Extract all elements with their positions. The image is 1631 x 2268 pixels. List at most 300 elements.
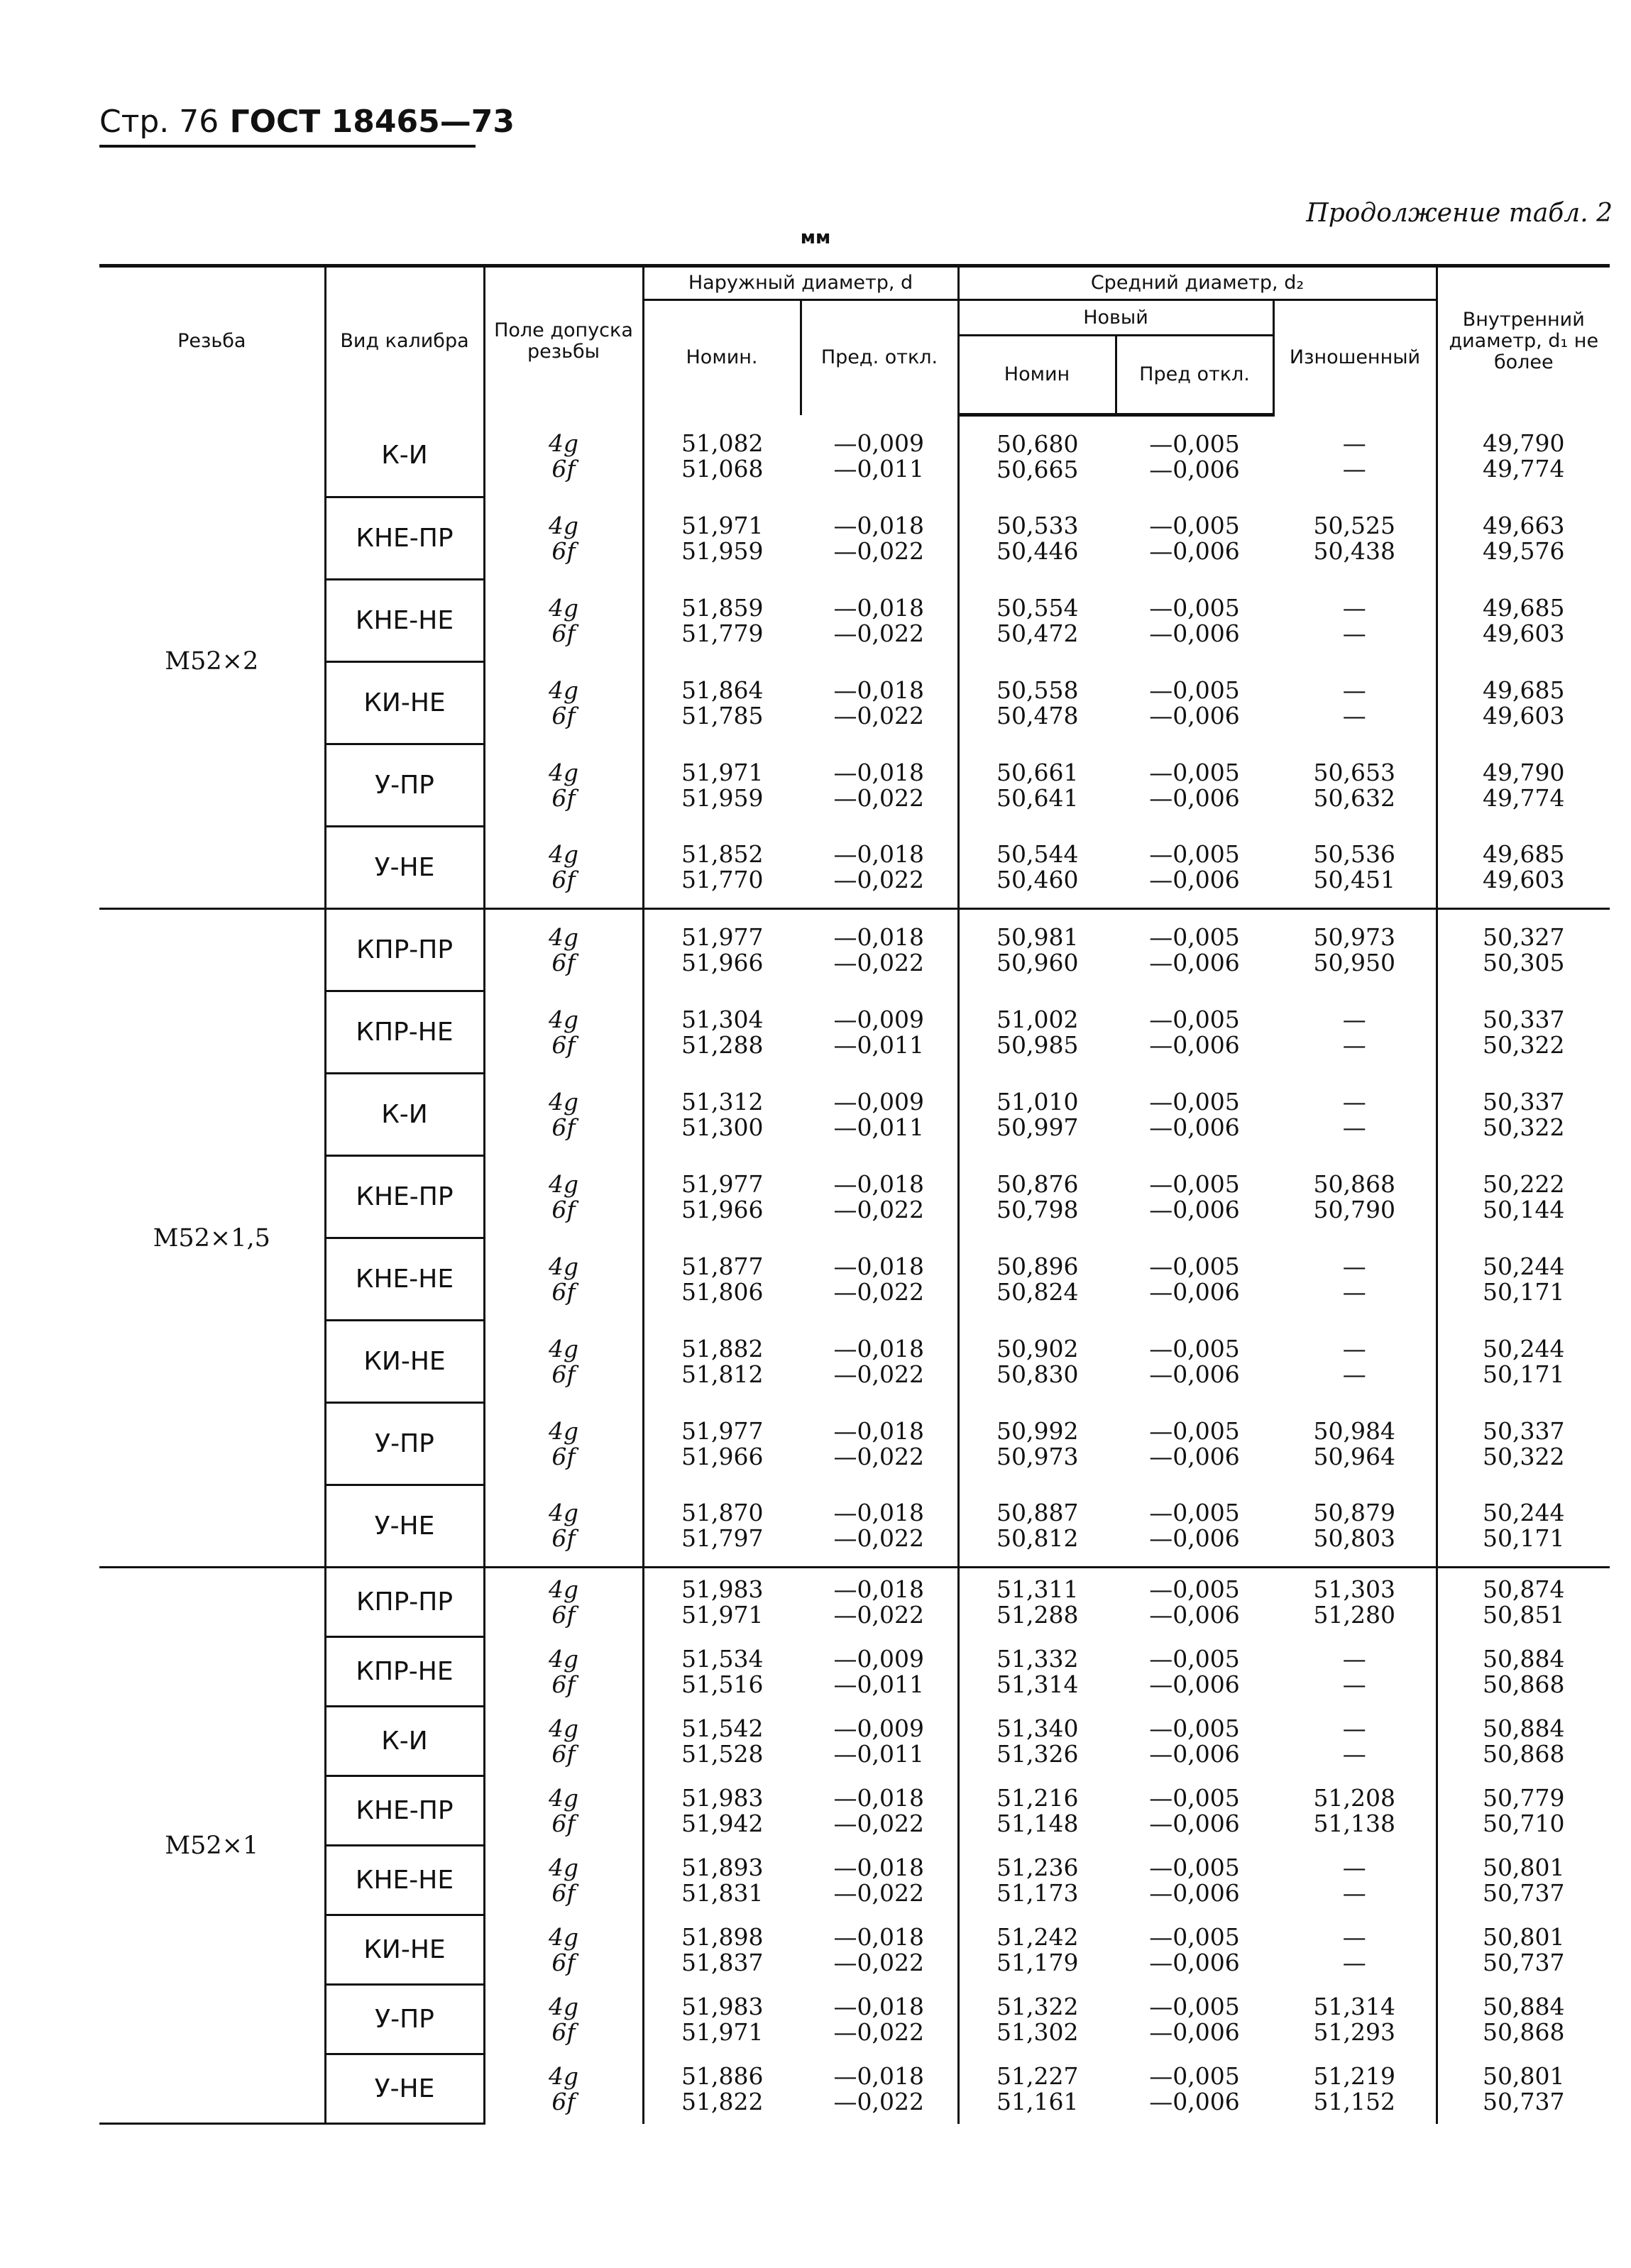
outer-dev-cell xyxy=(801,1485,958,1568)
outer-dev-cell-line: —0,022 xyxy=(833,536,924,565)
table-row xyxy=(99,1156,1610,1238)
worn-cell-line: — xyxy=(1342,1334,1366,1363)
pitch-dev-cell-line: —0,006 xyxy=(1149,1670,1240,1698)
outer-dev-cell-line: —0,018 xyxy=(833,1416,924,1445)
table-row xyxy=(99,1568,1610,1637)
inner-cell xyxy=(1437,580,1610,662)
table-row xyxy=(99,1637,1610,1707)
tolerance-cell-line: 6f xyxy=(551,865,576,893)
pitch-nom-cell-line: 50,641 xyxy=(996,783,1079,812)
pitch-dev-cell-line: —0,006 xyxy=(1149,1524,1240,1552)
worn-cell xyxy=(1273,2054,1437,2124)
thread-label: М52×1,5 xyxy=(99,909,325,1568)
inner-cell-line: 50,171 xyxy=(1483,1360,1565,1388)
outer-nom-cell xyxy=(643,415,801,497)
unit-label: мм xyxy=(800,227,831,248)
tolerance-cell xyxy=(484,1403,643,1485)
outer-nom-cell-line: 51,770 xyxy=(681,865,764,893)
outer-nom-cell-line: 51,300 xyxy=(681,1113,764,1141)
pitch-dev-cell-line: —0,005 xyxy=(1149,1575,1240,1604)
table-row xyxy=(99,991,1610,1074)
outer-nom-cell-line: 51,528 xyxy=(681,1739,764,1768)
outer-nom-cell-line: 51,797 xyxy=(681,1524,764,1552)
inner-cell xyxy=(1437,1074,1610,1156)
outer-nom-cell-line: 51,534 xyxy=(681,1644,764,1673)
table-row xyxy=(99,1707,1610,1776)
outer-nom-cell-line: 51,312 xyxy=(681,1087,764,1116)
worn-cell-line: 51,219 xyxy=(1313,2061,1395,2090)
outer-dev-cell xyxy=(801,744,958,827)
pitch-dev-cell-line: —0,006 xyxy=(1149,1809,1240,1837)
pitch-nom-cell-line: 50,812 xyxy=(996,1524,1079,1552)
outer-dev-cell-line: —0,022 xyxy=(833,865,924,893)
outer-nom-cell-line: 51,288 xyxy=(681,1030,764,1059)
gauge-type-cell: КНЕ-НЕ xyxy=(325,580,484,662)
table-row xyxy=(99,1846,1610,1915)
pitch-nom-cell-line: 50,973 xyxy=(996,1442,1079,1470)
tolerance-cell-line: 4g xyxy=(548,1922,579,1951)
outer-nom-cell-line: 51,812 xyxy=(681,1360,764,1388)
outer-nom-cell xyxy=(643,1707,801,1776)
col-outer-nom: Номин. xyxy=(643,300,801,415)
outer-nom-cell-line: 51,822 xyxy=(681,2087,764,2115)
outer-dev-cell-line: —0,011 xyxy=(833,454,924,483)
tolerance-cell-line: 4g xyxy=(548,1005,579,1033)
outer-nom-cell-line: 51,082 xyxy=(681,429,764,457)
worn-cell-line: 50,451 xyxy=(1313,865,1395,893)
worn-cell-line: — xyxy=(1342,429,1366,457)
outer-nom-cell-line: 51,942 xyxy=(681,1809,764,1837)
col-worn: Изношенный xyxy=(1273,300,1437,415)
pitch-nom-cell xyxy=(958,1321,1116,1403)
pitch-nom-cell-line: 50,558 xyxy=(996,676,1079,704)
tolerance-cell-line: 4g xyxy=(548,593,579,622)
tolerance-cell xyxy=(484,1985,643,2054)
tolerance-cell-line: 6f xyxy=(551,1442,576,1470)
thread-gauge-table xyxy=(99,264,1610,2125)
tolerance-cell xyxy=(484,1238,643,1321)
tolerance-cell xyxy=(484,909,643,991)
outer-nom-cell xyxy=(643,1074,801,1156)
outer-nom-cell-line: 51,971 xyxy=(681,511,764,539)
outer-nom-cell xyxy=(643,497,801,580)
inner-cell-line: 50,244 xyxy=(1483,1252,1565,1280)
inner-cell-line: 50,322 xyxy=(1483,1442,1565,1470)
worn-cell-line: — xyxy=(1342,1277,1366,1306)
worn-cell-line: — xyxy=(1342,1714,1366,1742)
outer-dev-cell-line: —0,022 xyxy=(833,1277,924,1306)
outer-dev-cell-line: —0,022 xyxy=(833,783,924,812)
table-row xyxy=(99,1776,1610,1846)
pitch-nom-cell-line: 51,242 xyxy=(996,1922,1079,1951)
tolerance-cell xyxy=(484,1776,643,1846)
tolerance-cell-line: 4g xyxy=(548,1169,579,1198)
worn-cell xyxy=(1273,909,1437,991)
inner-cell xyxy=(1437,662,1610,744)
gauge-type-cell: КНЕ-ПР xyxy=(325,497,484,580)
worn-cell xyxy=(1273,580,1437,662)
pitch-nom-cell-line: 51,340 xyxy=(996,1714,1079,1742)
tolerance-cell-line: 6f xyxy=(551,1601,576,1629)
worn-cell xyxy=(1273,1074,1437,1156)
col-outer-diameter: Наружный диаметр, d xyxy=(643,266,958,300)
pitch-dev-cell-line: —0,005 xyxy=(1149,1783,1240,1812)
gauge-type-cell: КИ-НЕ xyxy=(325,1321,484,1403)
pitch-dev-cell xyxy=(1116,991,1273,1074)
outer-dev-cell xyxy=(801,415,958,497)
standard-number: ГОСТ 18465—73 xyxy=(229,104,515,140)
outer-nom-cell xyxy=(643,662,801,744)
tolerance-cell xyxy=(484,1707,643,1776)
worn-cell-line: 50,525 xyxy=(1313,511,1395,539)
inner-cell xyxy=(1437,1985,1610,2054)
pitch-dev-cell-line: —0,006 xyxy=(1149,1277,1240,1306)
tolerance-cell-line: 6f xyxy=(551,2017,576,2046)
pitch-nom-cell-line: 51,332 xyxy=(996,1644,1079,1673)
tolerance-cell-line: 6f xyxy=(551,1195,576,1223)
worn-cell-line: 51,293 xyxy=(1313,2017,1395,2046)
outer-nom-cell-line: 51,966 xyxy=(681,949,764,977)
outer-nom-cell-line: 51,977 xyxy=(681,1169,764,1198)
worn-cell-line: 50,632 xyxy=(1313,783,1395,812)
gauge-type-cell: У-ПР xyxy=(325,744,484,827)
pitch-nom-cell-line: 51,002 xyxy=(996,1005,1079,1033)
inner-cell-line: 50,884 xyxy=(1483,1714,1565,1742)
inner-cell-line: 50,322 xyxy=(1483,1113,1565,1141)
inner-cell xyxy=(1437,497,1610,580)
pitch-dev-cell xyxy=(1116,1637,1273,1707)
outer-nom-cell-line: 51,542 xyxy=(681,1714,764,1742)
outer-nom-cell-line: 51,971 xyxy=(681,758,764,786)
worn-cell xyxy=(1273,1403,1437,1485)
col-thread: Резьба xyxy=(99,266,325,415)
worn-cell-line: 50,653 xyxy=(1313,758,1395,786)
outer-dev-cell xyxy=(801,1707,958,1776)
outer-dev-cell-line: —0,022 xyxy=(833,1601,924,1629)
outer-dev-cell-line: —0,011 xyxy=(833,1113,924,1141)
tolerance-cell-line: 6f xyxy=(551,1739,576,1768)
worn-cell-line: 50,973 xyxy=(1313,923,1395,952)
pitch-nom-cell-line: 51,148 xyxy=(996,1809,1079,1837)
worn-cell-line: 50,964 xyxy=(1313,1442,1395,1470)
inner-cell-line: 49,603 xyxy=(1483,619,1565,647)
outer-dev-cell-line: —0,009 xyxy=(833,1087,924,1116)
inner-cell-line: 49,774 xyxy=(1483,454,1565,483)
pitch-dev-cell-line: —0,006 xyxy=(1149,1601,1240,1629)
worn-cell-line: 51,303 xyxy=(1313,1575,1395,1604)
worn-cell-line: — xyxy=(1342,1739,1366,1768)
pitch-dev-cell xyxy=(1116,1156,1273,1238)
pitch-dev-cell-line: —0,006 xyxy=(1149,536,1240,565)
tolerance-cell-line: 6f xyxy=(551,949,576,977)
outer-dev-cell xyxy=(801,1846,958,1915)
inner-cell-line: 50,305 xyxy=(1483,949,1565,977)
tolerance-cell xyxy=(484,1915,643,1985)
outer-nom-cell xyxy=(643,1238,801,1321)
tolerance-cell xyxy=(484,662,643,744)
inner-cell-line: 50,222 xyxy=(1483,1169,1565,1198)
outer-dev-cell-line: —0,022 xyxy=(833,1195,924,1223)
outer-dev-cell-line: —0,018 xyxy=(833,1992,924,2020)
outer-dev-cell xyxy=(801,1074,958,1156)
table-row xyxy=(99,662,1610,744)
pitch-nom-cell-line: 51,010 xyxy=(996,1087,1079,1116)
pitch-nom-cell xyxy=(958,1568,1116,1637)
pitch-nom-cell-line: 50,680 xyxy=(996,429,1079,458)
outer-nom-cell xyxy=(643,827,801,909)
outer-nom-cell-line: 51,959 xyxy=(681,783,764,812)
worn-cell xyxy=(1273,1915,1437,1985)
pitch-nom-cell xyxy=(958,1985,1116,2054)
outer-nom-cell-line: 51,983 xyxy=(681,1783,764,1812)
outer-nom-cell-line: 51,852 xyxy=(681,840,764,868)
pitch-nom-cell-line: 50,554 xyxy=(996,593,1079,622)
pitch-nom-cell-line: 50,478 xyxy=(996,701,1079,730)
pitch-nom-cell-line: 50,665 xyxy=(996,455,1079,483)
outer-dev-cell-line: —0,018 xyxy=(833,923,924,952)
table-row xyxy=(99,2054,1610,2124)
tolerance-cell-line: 6f xyxy=(551,536,576,565)
worn-cell-line: — xyxy=(1342,1878,1366,1907)
worn-cell-line: 51,138 xyxy=(1313,1809,1395,1837)
pitch-dev-cell xyxy=(1116,497,1273,580)
inner-cell xyxy=(1437,827,1610,909)
worn-cell xyxy=(1273,827,1437,909)
pitch-dev-cell xyxy=(1116,1403,1273,1485)
pitch-nom-cell-line: 50,830 xyxy=(996,1360,1079,1388)
gauge-type-cell: КПР-ПР xyxy=(325,1568,484,1637)
inner-cell-line: 50,171 xyxy=(1483,1277,1565,1306)
gauge-type-cell: КПР-ПР xyxy=(325,909,484,991)
tolerance-cell-line: 6f xyxy=(551,1030,576,1059)
pitch-nom-cell xyxy=(958,1637,1116,1707)
gauge-type-cell: КИ-НЕ xyxy=(325,662,484,744)
pitch-dev-cell-line: —0,006 xyxy=(1149,2087,1240,2115)
pitch-nom-cell-line: 50,544 xyxy=(996,840,1079,868)
tolerance-cell-line: 4g xyxy=(548,758,579,786)
inner-cell xyxy=(1437,1238,1610,1321)
pitch-dev-cell-line: —0,005 xyxy=(1149,1714,1240,1742)
col-pitch-nom: Номин xyxy=(958,336,1116,415)
pitch-dev-cell xyxy=(1116,1846,1273,1915)
inner-cell xyxy=(1437,1403,1610,1485)
outer-dev-cell xyxy=(801,1238,958,1321)
table-row xyxy=(99,1238,1610,1321)
tolerance-cell-line: 4g xyxy=(548,1783,579,1812)
inner-cell xyxy=(1437,1846,1610,1915)
outer-dev-cell-line: —0,018 xyxy=(833,1498,924,1526)
col-pitch-dev: Пред откл. xyxy=(1116,336,1273,415)
worn-cell-line: 50,803 xyxy=(1313,1524,1395,1552)
outer-dev-cell xyxy=(801,2054,958,2124)
tolerance-cell-line: 4g xyxy=(548,1334,579,1363)
tolerance-cell xyxy=(484,415,643,497)
outer-dev-cell-line: —0,018 xyxy=(833,511,924,539)
inner-cell-line: 50,244 xyxy=(1483,1498,1565,1526)
col-new: Новый xyxy=(958,300,1273,336)
pitch-nom-cell-line: 51,288 xyxy=(996,1601,1079,1629)
pitch-dev-cell-line: —0,005 xyxy=(1149,1252,1240,1280)
worn-cell-line: — xyxy=(1342,1922,1366,1951)
outer-nom-cell-line: 51,971 xyxy=(681,1601,764,1629)
outer-nom-cell-line: 51,806 xyxy=(681,1277,764,1306)
outer-dev-cell-line: —0,018 xyxy=(833,758,924,786)
table-continuation-note: Продолжение табл. 2 xyxy=(1306,199,1613,228)
table-row xyxy=(99,415,1610,497)
pitch-dev-cell-line: —0,006 xyxy=(1149,455,1240,483)
tolerance-cell-line: 4g xyxy=(548,429,579,457)
pitch-dev-cell-line: —0,006 xyxy=(1149,1030,1240,1059)
pitch-dev-cell-line: —0,006 xyxy=(1149,865,1240,893)
gauge-type-cell: У-НЕ xyxy=(325,2054,484,2124)
outer-dev-cell xyxy=(801,662,958,744)
group-m52x1-5 xyxy=(99,909,1610,1568)
pitch-dev-cell xyxy=(1116,1915,1273,1985)
pitch-dev-cell-line: —0,006 xyxy=(1149,1948,1240,1976)
worn-cell xyxy=(1273,1707,1437,1776)
pitch-nom-cell-line: 51,314 xyxy=(996,1670,1079,1698)
inner-cell-line: 50,144 xyxy=(1483,1195,1565,1223)
inner-cell-line: 50,874 xyxy=(1483,1575,1565,1604)
tolerance-cell-line: 6f xyxy=(551,2087,576,2115)
pitch-nom-cell xyxy=(958,1485,1116,1568)
inner-cell-line: 50,801 xyxy=(1483,2061,1565,2090)
tolerance-cell-line: 4g xyxy=(548,1575,579,1604)
worn-cell-line: 50,950 xyxy=(1313,949,1395,977)
worn-cell-line: — xyxy=(1342,1087,1366,1116)
pitch-nom-cell-line: 50,887 xyxy=(996,1498,1079,1526)
tolerance-cell-line: 4g xyxy=(548,511,579,539)
outer-nom-cell-line: 51,304 xyxy=(681,1005,764,1033)
inner-cell-line: 50,868 xyxy=(1483,1670,1565,1698)
worn-cell-line: 51,208 xyxy=(1313,1783,1395,1812)
tolerance-cell-line: 6f xyxy=(551,783,576,812)
worn-cell-line: — xyxy=(1342,1670,1366,1698)
worn-cell xyxy=(1273,1321,1437,1403)
inner-cell-line: 49,603 xyxy=(1483,701,1565,730)
inner-cell xyxy=(1437,1776,1610,1846)
pitch-dev-cell xyxy=(1116,827,1273,909)
worn-cell xyxy=(1273,1776,1437,1846)
tolerance-cell-line: 4g xyxy=(548,2061,579,2090)
tolerance-cell xyxy=(484,1074,643,1156)
gauge-type-cell: У-НЕ xyxy=(325,1485,484,1568)
inner-cell-line: 50,868 xyxy=(1483,2017,1565,2046)
worn-cell xyxy=(1273,1156,1437,1238)
tolerance-cell-line: 6f xyxy=(551,701,576,730)
inner-cell-line: 50,779 xyxy=(1483,1783,1565,1812)
pitch-nom-cell xyxy=(958,1403,1116,1485)
pitch-nom-cell-line: 51,311 xyxy=(996,1575,1079,1604)
outer-nom-cell xyxy=(643,1485,801,1568)
worn-cell xyxy=(1273,1637,1437,1707)
worn-cell-line: 50,790 xyxy=(1313,1195,1395,1223)
group-m52x2 xyxy=(99,415,1610,909)
outer-nom-cell-line: 51,870 xyxy=(681,1498,764,1526)
outer-dev-cell-line: —0,009 xyxy=(833,1005,924,1033)
thread-label: М52×1 xyxy=(99,1568,325,2124)
outer-dev-cell-line: —0,022 xyxy=(833,1524,924,1552)
pitch-dev-cell xyxy=(1116,1985,1273,2054)
pitch-dev-cell-line: —0,005 xyxy=(1149,1853,1240,1881)
worn-cell xyxy=(1273,415,1437,497)
pitch-nom-cell xyxy=(958,2054,1116,2124)
pitch-nom-cell-line: 51,326 xyxy=(996,1739,1079,1768)
outer-dev-cell-line: —0,018 xyxy=(833,1169,924,1198)
inner-cell xyxy=(1437,415,1610,497)
pitch-dev-cell-line: —0,005 xyxy=(1149,758,1240,786)
pitch-dev-cell-line: —0,005 xyxy=(1149,1992,1240,2020)
outer-nom-cell-line: 51,831 xyxy=(681,1878,764,1907)
tolerance-cell-line: 4g xyxy=(548,1252,579,1280)
pitch-dev-cell-line: —0,005 xyxy=(1149,1498,1240,1526)
outer-nom-cell xyxy=(643,1776,801,1846)
pitch-nom-cell-line: 50,460 xyxy=(996,865,1079,893)
gauge-type-cell: КНЕ-НЕ xyxy=(325,1238,484,1321)
inner-cell-line: 50,737 xyxy=(1483,1948,1565,1976)
pitch-nom-cell-line: 51,322 xyxy=(996,1992,1079,2020)
worn-cell-line: — xyxy=(1342,1113,1366,1141)
pitch-nom-cell-line: 50,472 xyxy=(996,619,1079,647)
outer-nom-cell-line: 51,977 xyxy=(681,923,764,952)
pitch-nom-cell-line: 51,302 xyxy=(996,2017,1079,2046)
inner-cell-line: 50,322 xyxy=(1483,1030,1565,1059)
pitch-dev-cell-line: —0,006 xyxy=(1149,1442,1240,1470)
tolerance-cell-line: 6f xyxy=(551,619,576,647)
pitch-dev-cell-line: —0,006 xyxy=(1149,2017,1240,2046)
pitch-dev-cell-line: —0,005 xyxy=(1149,923,1240,952)
outer-dev-cell-line: —0,018 xyxy=(833,1922,924,1951)
pitch-dev-cell-line: —0,005 xyxy=(1149,1644,1240,1673)
worn-cell-line: — xyxy=(1342,1252,1366,1280)
tolerance-cell xyxy=(484,1637,643,1707)
worn-cell xyxy=(1273,1238,1437,1321)
pitch-nom-cell-line: 50,981 xyxy=(996,923,1079,952)
inner-cell xyxy=(1437,1485,1610,1568)
inner-cell-line: 50,337 xyxy=(1483,1005,1565,1033)
outer-dev-cell-line: —0,022 xyxy=(833,619,924,647)
inner-cell-line: 49,685 xyxy=(1483,593,1565,622)
inner-cell xyxy=(1437,744,1610,827)
gauge-type-cell: У-ПР xyxy=(325,1403,484,1485)
outer-dev-cell xyxy=(801,1637,958,1707)
pitch-nom-cell-line: 50,960 xyxy=(996,949,1079,977)
outer-dev-cell-line: —0,022 xyxy=(833,949,924,977)
tolerance-cell xyxy=(484,2054,643,2124)
outer-nom-cell-line: 51,983 xyxy=(681,1575,764,1604)
outer-nom-cell-line: 51,983 xyxy=(681,1992,764,2020)
outer-nom-cell-line: 51,837 xyxy=(681,1948,764,1976)
pitch-dev-cell xyxy=(1116,1776,1273,1846)
worn-cell xyxy=(1273,991,1437,1074)
table-row xyxy=(99,1485,1610,1568)
inner-cell-line: 50,737 xyxy=(1483,2087,1565,2115)
worn-cell xyxy=(1273,662,1437,744)
outer-dev-cell-line: —0,009 xyxy=(833,429,924,457)
table-row xyxy=(99,1321,1610,1403)
pitch-dev-cell-line: —0,005 xyxy=(1149,429,1240,458)
table-row xyxy=(99,1074,1610,1156)
table-row xyxy=(99,1915,1610,1985)
table-row xyxy=(99,580,1610,662)
pitch-dev-cell-line: —0,006 xyxy=(1149,1113,1240,1141)
worn-cell-line: 50,536 xyxy=(1313,840,1395,868)
inner-cell-line: 50,244 xyxy=(1483,1334,1565,1363)
gauge-type-cell: КПР-НЕ xyxy=(325,991,484,1074)
inner-cell-line: 50,884 xyxy=(1483,1992,1565,2020)
tolerance-cell-line: 6f xyxy=(551,1809,576,1837)
inner-cell-line: 49,685 xyxy=(1483,676,1565,704)
